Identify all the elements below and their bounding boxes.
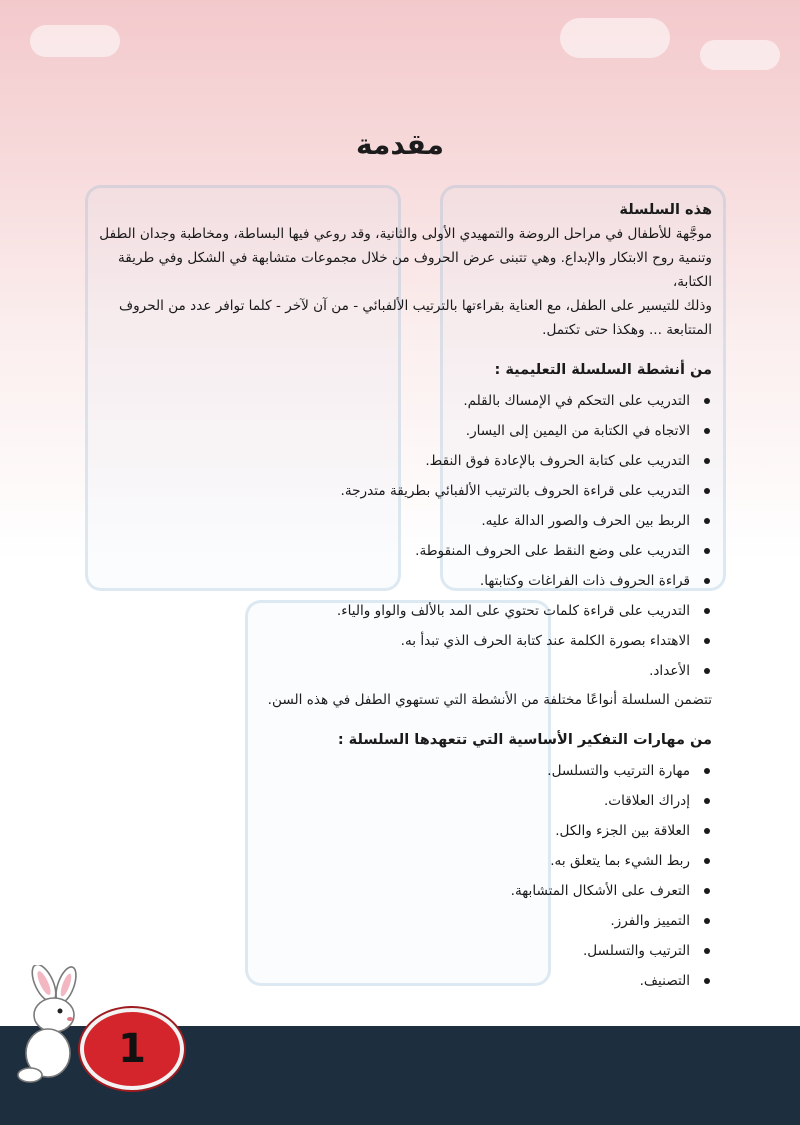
paragraph-line: موجَّهة للأطفال في مراحل الروضة والتمهيدي الأولى والثانية، وقد روعي فيها البساطة، ومخاطبة وجدان الطفل [99, 226, 712, 242]
bullet-icon [704, 578, 710, 584]
list-item: التعرف على الأشكال المتشابهة. [92, 876, 712, 906]
list-item: الترتيب والتسلسل. [92, 936, 712, 966]
list-item: الأعداد. [92, 656, 712, 686]
list-item: التدريب على وضع النقط على الحروف المنقوطة. [92, 536, 712, 566]
list-item: إدراك العلاقات. [92, 786, 712, 816]
list-item: مهارة الترتيب والتسلسل. [92, 756, 712, 786]
bullet-icon [704, 488, 710, 494]
section-heading: من مهارات التفكير الأساسية التي تتعهدها السلسلة : [337, 732, 712, 748]
list-item: قراءة الحروف ذات الفراغات وكتابتها. [92, 566, 712, 596]
cloud-decoration [700, 40, 780, 70]
bullet-icon [704, 948, 710, 954]
list-item: العلاقة بين الجزء والكل. [92, 816, 712, 846]
cloud-decoration [560, 18, 670, 58]
bullet-icon [704, 828, 710, 834]
bullet-icon [704, 548, 710, 554]
bullet-icon [704, 798, 710, 804]
activities-summary: تتضمن السلسلة أنواعًا مختلفة من الأنشطة التي تستهوي الطفل في هذه السن. [267, 692, 712, 708]
paragraph-line: وذلك للتيسير على الطفل، مع العناية بقراءتها بالترتيب الألفبائي - من آن لآخر - كلما توافر عدد من الحروف [119, 298, 712, 314]
list-item: التدريب على قراءة الحروف بالترتيب الألفبائي بطريقة متدرجة. [92, 476, 712, 506]
list-item: الاهتداء بصورة الكلمة عند كتابة الحرف الذي تبدأ به. [92, 626, 712, 656]
list-item: التدريب على التحكم في الإمساك بالقلم. [92, 386, 712, 416]
list-item: الربط بين الحرف والصور الدالة عليه. [92, 506, 712, 536]
section-heading: من أنشطة السلسلة التعليمية : [494, 362, 712, 378]
list-item: ربط الشيء بما يتعلق به. [92, 846, 712, 876]
list-item: التمييز والفرز. [92, 906, 712, 936]
series-section [92, 198, 712, 342]
activities-section [92, 358, 712, 712]
list-item: التصنيف. [92, 966, 712, 996]
page-number-badge: 1 [80, 1008, 184, 1090]
thinking-skills-list [92, 756, 712, 996]
bullet-icon [704, 638, 710, 644]
bullet-icon [704, 458, 710, 464]
bullet-icon [704, 608, 710, 614]
bullet-icon [704, 888, 710, 894]
list-item: التدريب على قراءة كلمات تحتوي على المد بالألف والواو والياء. [92, 596, 712, 626]
paragraph-line: وتنمية روح الابتكار والإبداع. وهي تتبنى عرض الحروف من خلال مجموعات متشابهة في الشكل وفي طريقة الكتابة، [118, 250, 712, 290]
list-item: الاتجاه في الكتابة من اليمين إلى اليسار. [92, 416, 712, 446]
paragraph-line: المتتابعة ... وهكذا حتى تكتمل. [542, 322, 712, 338]
bullet-icon [704, 668, 710, 674]
bullet-icon [704, 978, 710, 984]
cloud-decoration [30, 25, 120, 57]
page-title: مقدمة [356, 128, 444, 161]
bullet-icon [704, 858, 710, 864]
bullet-icon [704, 398, 710, 404]
bullet-icon [704, 428, 710, 434]
section-heading: هذه السلسلة [619, 202, 712, 218]
bullet-icon [704, 768, 710, 774]
bullet-icon [704, 518, 710, 524]
activities-list [92, 386, 712, 686]
page-content [92, 198, 712, 996]
thinking-skills-section [92, 728, 712, 996]
list-item: التدريب على كتابة الحروف بالإعادة فوق النقط. [92, 446, 712, 476]
bullet-icon [704, 918, 710, 924]
